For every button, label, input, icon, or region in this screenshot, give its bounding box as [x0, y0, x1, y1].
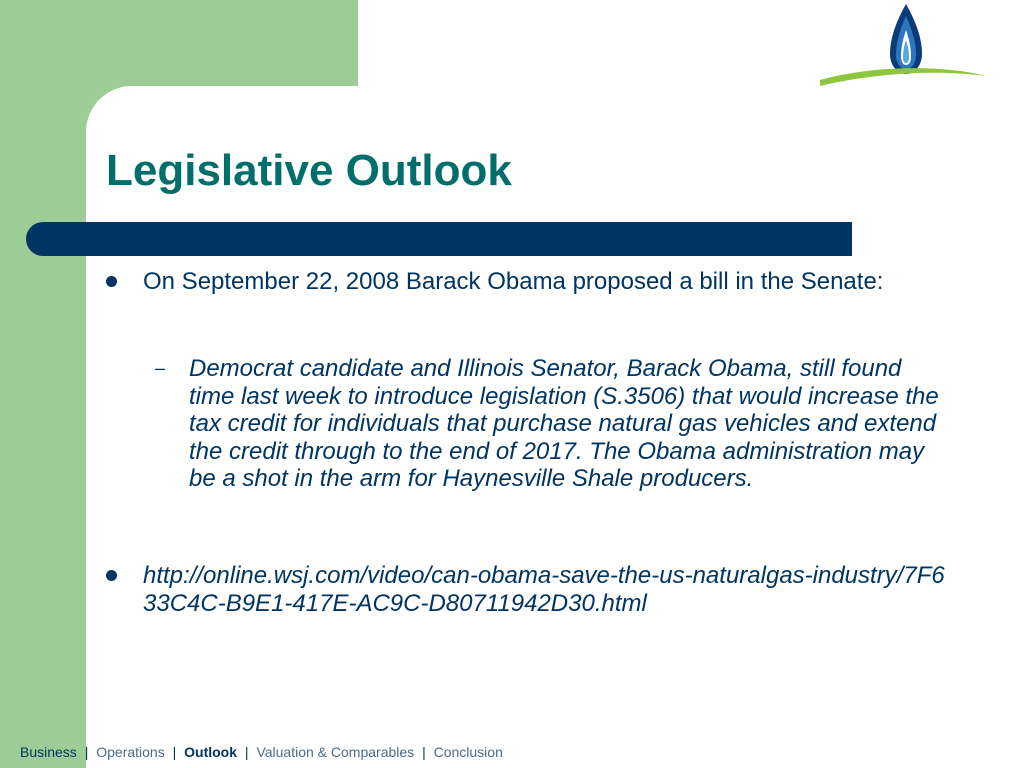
bullet-icon [106, 276, 117, 287]
nav-separator: | [84, 744, 89, 760]
nav-business[interactable]: Business [20, 744, 77, 760]
nav-operations[interactable]: Operations [96, 744, 165, 760]
nav-conclusion[interactable]: Conclusion [433, 744, 503, 760]
bullet-icon [106, 570, 117, 581]
nav-separator: | [172, 744, 177, 760]
sub-bullet-text: Democrat candidate and Illinois Senator, Barack Obama, still found time last week to introduce legislation (S.3506) that would increase the tax credit for individuals that purchase natural gas vehicles and extend the credit through to the end of 2017. The Obama administration may be a shot in the arm for Haynesville Shale producers. [189, 355, 939, 492]
bullet-text-1: On September 22, 2008 Barack Obama proposed a bill in the Senate: [143, 268, 884, 295]
nav-outlook[interactable]: Outlook [184, 744, 238, 760]
wsj-video-link[interactable]: http://online.wsj.com/video/can-obama-save-the-us-naturalgas-industry/7F633C4C-B9E1-417E-AC9C-D80711942D30.html [143, 562, 945, 617]
nav-valuation[interactable]: Valuation & Comparables [256, 744, 415, 760]
section-navigation [20, 744, 503, 760]
slide-title: Legislative Outlook [106, 146, 512, 195]
nav-separator: | [422, 744, 426, 760]
nav-separator: | [244, 744, 249, 760]
sub-bullet-dash: – [155, 358, 166, 378]
